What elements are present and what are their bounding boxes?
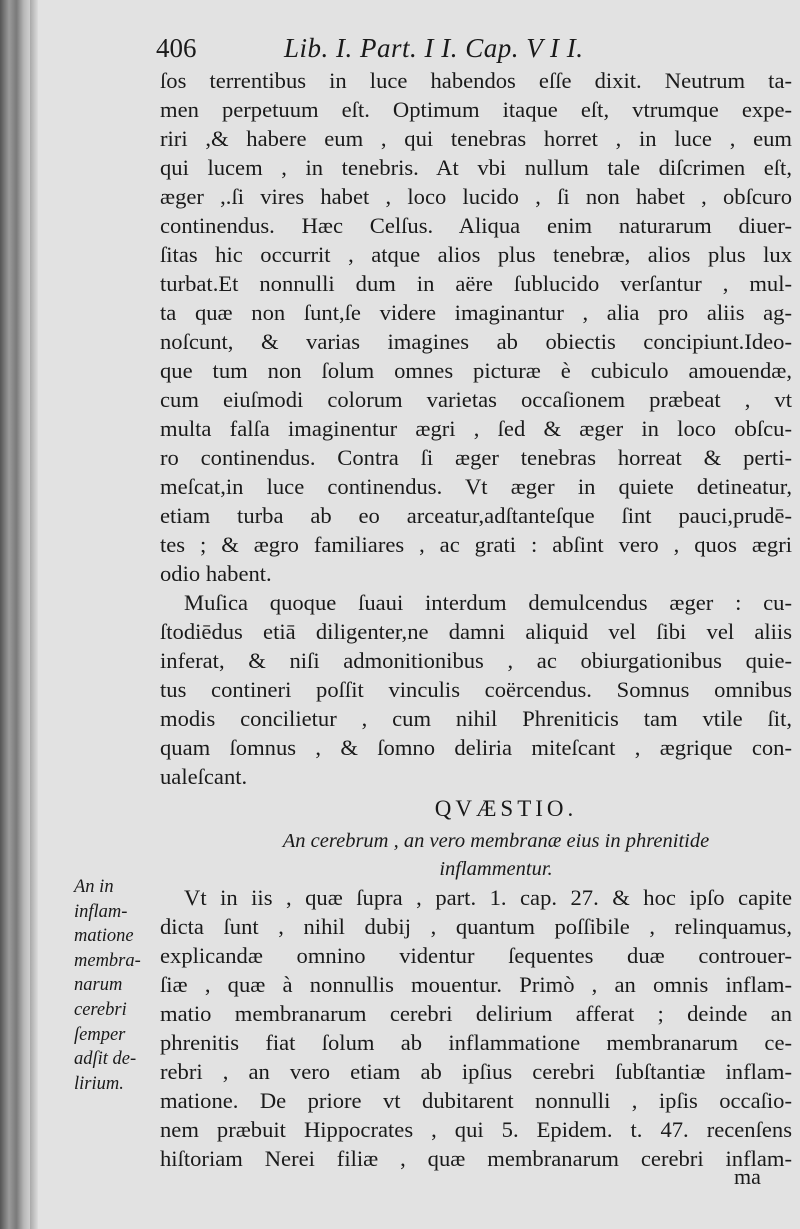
text-line: ſiæ , quæ à nonnullis mouentur. Primò , an omnis inflam- xyxy=(160,972,792,997)
main-text-block xyxy=(160,66,792,1173)
text-line: noſcunt, & varias imagines ab obiectis concipiunt.Ideo- xyxy=(160,329,792,354)
marginal-note xyxy=(74,875,156,1096)
running-head: Lib. I. Part. I I. Cap. V I I. xyxy=(284,33,584,63)
text-line: rebri , an vero etiam ab ipſius cerebri ſubſtantiæ inflam- xyxy=(160,1059,792,1084)
page-header xyxy=(156,33,756,67)
text-line: Vt in iis , quæ ſupra , part. 1. cap. 27. & hoc ipſo capite xyxy=(184,885,792,910)
text-line: ſitas hic occurrit , atque alios plus tenebræ, alios plus lux xyxy=(160,242,792,267)
text-line: odio habent. xyxy=(160,561,272,586)
text-line: explicandæ omnino videntur ſequentes duæ controuer- xyxy=(160,943,792,968)
marginal-line: An in xyxy=(74,877,114,897)
text-line: nem præbuit Hippocrates , qui 5. Epidem. t. 47. recenſens xyxy=(160,1117,792,1142)
page-number: 406 xyxy=(156,33,197,63)
book-page xyxy=(38,0,800,1229)
text-line: que tum non ſolum omnes picturæ è cubiculo amouendæ, xyxy=(160,358,792,383)
question-subtitle: inflammentur. xyxy=(439,858,553,880)
text-line: ſos terrentibus in luce habendos eſſe dixit. Neutrum ta- xyxy=(160,68,792,93)
text-line: turbat.Et nonnulli dum in aëre ſublucido verſantur , mul- xyxy=(160,271,792,296)
marginal-line: inflam- xyxy=(74,901,128,922)
text-line: matione. De priore vt dubitarent nonnulli , ipſis occaſio- xyxy=(160,1088,792,1113)
text-line: etiam turba ab eo arceatur,adſtanteſque ſint pauci,prudē- xyxy=(160,503,792,528)
text-line: dicta ſunt , nihil dubij , quantum poſſibile , relinquamus, xyxy=(160,914,792,939)
marginal-line: matione xyxy=(74,926,134,947)
marginal-line: narum xyxy=(74,975,123,996)
marginal-line: lirium. xyxy=(74,1073,124,1094)
text-line: tus contineri poſſit vinculis coërcendus. Somnus omnibus xyxy=(160,677,792,702)
text-line: modis concilietur , cum nihil Phreniticis tam vtile ſit, xyxy=(160,706,792,731)
text-line: hiſtoriam Nerei filiæ , quæ membranarum cerebri inflam- xyxy=(160,1146,792,1171)
text-line: tes ; & ægro familiares , ac grati : abſint vero , quos ægri xyxy=(160,532,792,557)
question-title: QVÆSTIO. xyxy=(434,796,578,821)
text-line: æger ,.ſi vires habet , loco lucido , ſi non habet , obſcuro xyxy=(160,184,792,209)
text-line: men perpetuum eſt. Optimum itaque eſt, vtrumque expe- xyxy=(160,97,792,122)
marginal-line: adſit de- xyxy=(74,1049,137,1070)
text-line: inferat, & niſi admonitionibus , ac obiurgationibus quie- xyxy=(160,648,792,673)
text-line: Muſica quoque ſuaui interdum demulcendus æger : cu- xyxy=(184,590,792,615)
marginal-line: membra- xyxy=(74,950,141,971)
text-line: riri ,& habere eum , qui tenebras horret , in luce , eum xyxy=(160,126,792,151)
text-line: ualeſcant. xyxy=(160,764,248,789)
text-line: ſtodiēdus etiā diligenter,ne damni aliquid vel ſibi vel aliis xyxy=(160,619,792,644)
marginal-line: cerebri xyxy=(74,999,127,1020)
text-line: meſcat,in luce continendus. Vt æger in quiete detineatur, xyxy=(160,474,792,499)
book-spine-shadow xyxy=(0,0,30,1229)
text-line: qui lucem , in tenebris. At vbi nullum tale diſcrimen eſt, xyxy=(160,155,792,180)
question-subtitle: An cerebrum , an vero membranæ eius in phrenitide xyxy=(282,830,710,852)
text-line: cum eiuſmodi colorum varietas occaſionem præbeat , vt xyxy=(160,387,792,412)
text-line: quam ſomnus , & ſomno deliria miteſcant , ægrique con- xyxy=(160,735,792,760)
text-line: multa falſa imaginentur ægri , ſed & æger in loco obſcu- xyxy=(160,416,792,441)
catchword: ma xyxy=(734,1164,761,1189)
text-line: matio membranarum cerebri delirium afferat ; deinde an xyxy=(160,1001,792,1026)
text-line: phrenitis fiat ſolum ab inflammatione membranarum ce- xyxy=(160,1030,792,1055)
text-line: ta quæ non ſunt,ſe videre imaginantur , alia pro aliis ag- xyxy=(160,300,792,325)
marginal-line: ſemper xyxy=(74,1024,126,1045)
text-line: ro continendus. Contra ſi æger tenebras horreat & perti- xyxy=(160,445,792,470)
text-line: continendus. Hæc Celſus. Aliqua enim naturarum diuer- xyxy=(160,213,792,238)
